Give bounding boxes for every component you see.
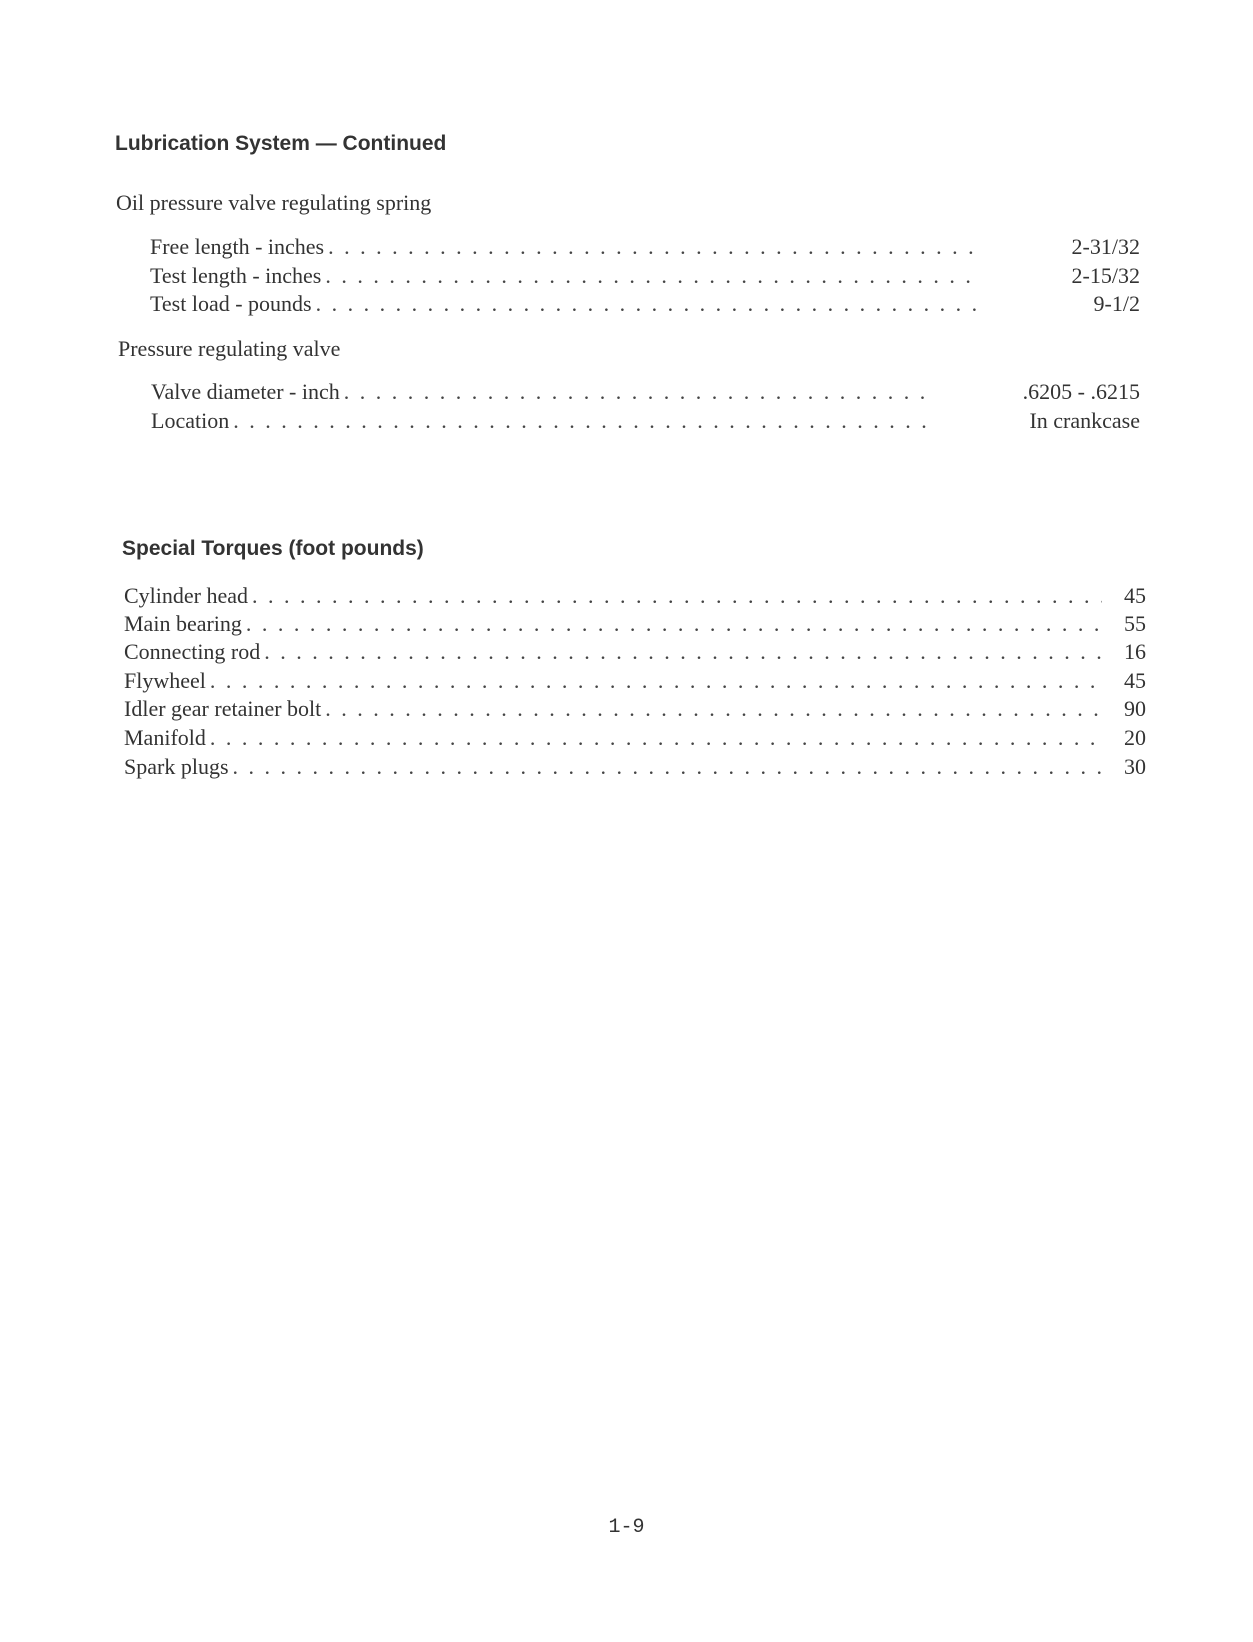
torque-value: 20 (1124, 725, 1146, 750)
torque-row (124, 639, 1146, 667)
torque-row (124, 611, 1146, 639)
torque-row (124, 668, 1146, 696)
torque-value: 55 (1124, 611, 1146, 636)
spec-value: 2-15/32 (1071, 263, 1140, 288)
torque-value: 16 (1124, 639, 1146, 664)
page-number: 1-9 (608, 1516, 645, 1539)
dot-leader (246, 611, 1102, 637)
dot-leader (344, 379, 931, 405)
dot-leader (252, 583, 1102, 609)
spec-label: Valve diameter - inch (151, 379, 340, 404)
dot-leader (325, 696, 1102, 722)
spec-row (151, 408, 1140, 436)
dot-leader (328, 234, 976, 260)
torque-label: Main bearing (124, 611, 242, 636)
spec-row (150, 291, 1140, 319)
spec-row (150, 263, 1140, 291)
dot-leader (316, 291, 976, 317)
torque-value: 90 (1124, 696, 1146, 721)
torque-value: 30 (1124, 754, 1146, 779)
torque-label: Cylinder head (124, 583, 249, 608)
dot-leader (233, 754, 1103, 780)
spec-label: Test length - inches (150, 263, 322, 288)
spec-value: In crankcase (1029, 408, 1140, 433)
spec-row (150, 234, 1140, 262)
torque-label: Connecting rod (124, 639, 261, 664)
torque-row (124, 754, 1146, 782)
torque-label: Spark plugs (124, 754, 229, 779)
torque-value: 45 (1124, 668, 1146, 693)
torque-label: Manifold (124, 725, 206, 750)
torque-label: Idler gear retainer bolt (124, 696, 322, 721)
spec-value: 2-31/32 (1071, 234, 1140, 259)
torque-value: 45 (1124, 583, 1146, 608)
spec-value: .6205 - .6215 (1022, 379, 1140, 404)
spec-label: Location (151, 408, 230, 433)
dot-leader (264, 639, 1102, 665)
torque-row (124, 583, 1146, 611)
dot-leader (233, 408, 931, 434)
spec-value: 9-1/2 (1093, 291, 1140, 316)
torque-label: Flywheel (124, 668, 206, 693)
section-heading-lubrication: Lubrication System — Continued (115, 132, 447, 155)
spec-row (151, 379, 1140, 407)
torque-row (124, 696, 1146, 724)
section-heading-special-torques: Special Torques (foot pounds) (122, 537, 424, 560)
dot-leader (210, 668, 1102, 694)
torque-row (124, 725, 1146, 753)
dot-leader (325, 263, 976, 289)
dot-leader (210, 725, 1102, 751)
subheading-oil-pressure-spring: Oil pressure valve regulating spring (116, 190, 432, 215)
spec-label: Free length - inches (150, 234, 325, 259)
spec-label: Test load - pounds (150, 291, 312, 316)
subheading-pressure-regulating-valve: Pressure regulating valve (118, 336, 341, 361)
